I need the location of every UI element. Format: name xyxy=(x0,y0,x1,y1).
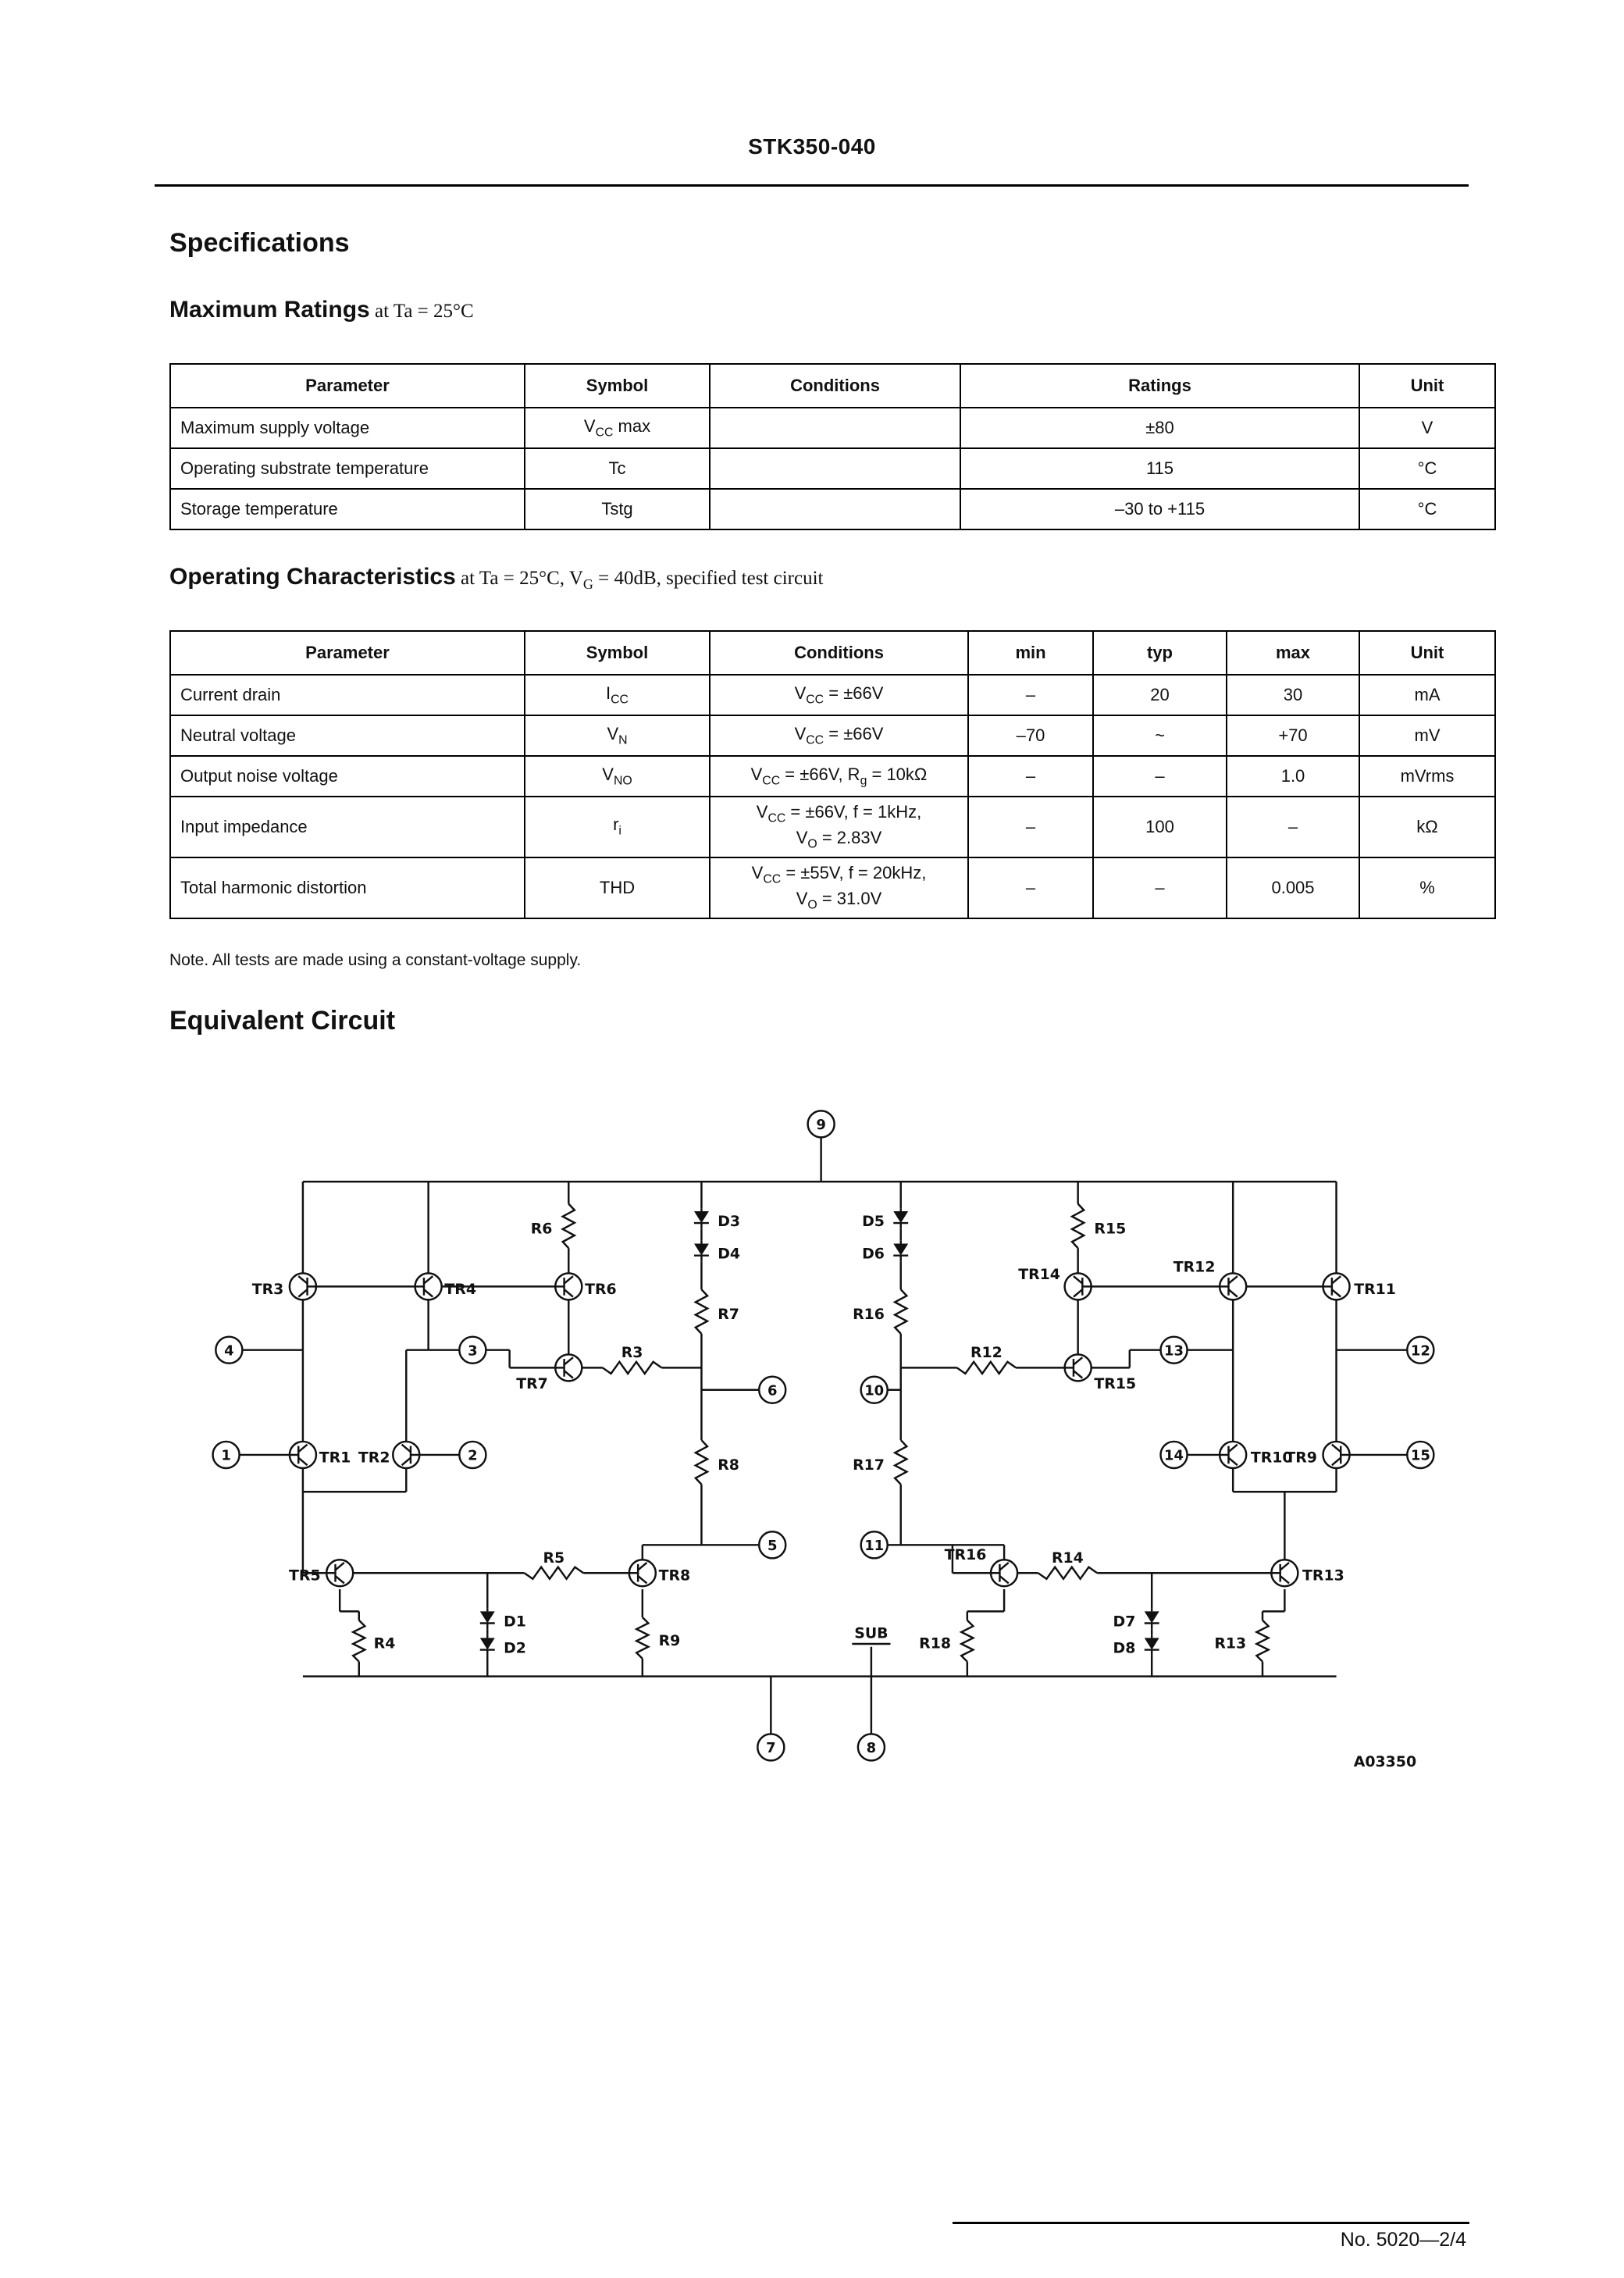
terminal-4 xyxy=(215,1337,242,1364)
operating-characteristics-title: Operating Characteristics xyxy=(169,564,456,590)
resistor-R5 xyxy=(525,1567,584,1579)
table-cell: 100 xyxy=(1093,797,1227,857)
resistor-label-R13: R13 xyxy=(1214,1635,1247,1652)
header-rule xyxy=(155,184,1469,187)
terminal-14 xyxy=(1161,1442,1188,1468)
table-row xyxy=(170,448,1495,489)
table-cell: 1.0 xyxy=(1227,756,1359,797)
resistor-R17 xyxy=(895,1440,906,1485)
resistor-R6 xyxy=(563,1204,575,1249)
transistor-label-TR12: TR12 xyxy=(1173,1258,1216,1276)
terminal-2 xyxy=(459,1442,486,1468)
resistor-label-R4: R4 xyxy=(373,1635,396,1652)
svg-text:9: 9 xyxy=(816,1117,826,1134)
resistor-label-R14: R14 xyxy=(1051,1549,1084,1567)
maximum-ratings-title: Maximum Ratings xyxy=(169,297,370,323)
diode-D2 xyxy=(480,1635,495,1656)
terminal-6 xyxy=(759,1377,785,1403)
transistor-label-TR6: TR6 xyxy=(585,1280,617,1298)
terminal-11 xyxy=(861,1531,888,1558)
resistor-label-R8: R8 xyxy=(718,1456,739,1474)
diode-D8 xyxy=(1145,1635,1159,1656)
table-row xyxy=(170,408,1495,448)
resistor-label-R16: R16 xyxy=(853,1305,885,1323)
transistor-label-TR3: TR3 xyxy=(251,1280,284,1298)
diode-D3 xyxy=(694,1208,709,1228)
resistor-label-R15: R15 xyxy=(1094,1220,1127,1238)
table-cell: –30 to +115 xyxy=(960,489,1359,529)
svg-text:14: 14 xyxy=(1164,1447,1184,1464)
diode-label-D4: D4 xyxy=(718,1245,741,1263)
table-cell: – xyxy=(1093,756,1227,797)
column-header: max xyxy=(1227,631,1359,675)
transistor-label-TR4: TR4 xyxy=(444,1280,477,1298)
diode-D6 xyxy=(893,1241,908,1261)
table-cell: $V_{CC}$ max xyxy=(525,408,710,448)
terminal-15 xyxy=(1407,1442,1433,1468)
svg-text:1: 1 xyxy=(221,1447,231,1464)
table-cell: – xyxy=(968,756,1093,797)
table-cell: mVrms xyxy=(1359,756,1495,797)
transistor-TR10 xyxy=(1220,1442,1246,1468)
column-header: Unit xyxy=(1359,364,1495,408)
svg-text:6: 6 xyxy=(767,1382,778,1399)
table-cell: ~ xyxy=(1093,715,1227,756)
table-header-row xyxy=(170,631,1495,675)
test-note: Note. All tests are made using a constant-voltage supply. xyxy=(169,951,582,969)
resistor-R4 xyxy=(353,1620,365,1662)
document-title: STK350-040 xyxy=(748,134,876,159)
table-cell: $V_N$ xyxy=(525,715,710,756)
transistor-TR3 xyxy=(290,1273,316,1299)
transistor-TR12 xyxy=(1220,1273,1246,1299)
diode-D1 xyxy=(480,1609,495,1629)
diode-label-D2: D2 xyxy=(504,1639,526,1657)
table-cell: $V_{CC} = \pm 55V$, f = 20kHz, $V_O = 31.0V$ xyxy=(710,857,968,918)
transistor-TR14 xyxy=(1065,1273,1092,1299)
svg-text:12: 12 xyxy=(1410,1342,1430,1360)
table-cell: Maximum supply voltage xyxy=(170,408,525,448)
diode-D4 xyxy=(694,1241,709,1261)
table-cell: – xyxy=(968,857,1093,918)
footer-rule xyxy=(953,2222,1469,2224)
section-title-equivalent-circuit: Equivalent Circuit xyxy=(169,1006,396,1036)
resistor-label-R3: R3 xyxy=(621,1344,643,1362)
equivalent-circuit-diagram xyxy=(207,1100,1506,1795)
terminal-10 xyxy=(861,1377,888,1403)
table-cell: – xyxy=(968,797,1093,857)
table-cell: $V_{CC} = \pm 66V$, f = 1kHz, $V_O = 2.83V$ xyxy=(710,797,968,857)
transistor-label-TR11: TR11 xyxy=(1354,1280,1396,1298)
transistor-TR5 xyxy=(326,1560,353,1586)
table-cell: Operating substrate temperature xyxy=(170,448,525,489)
resistor-label-R12: R12 xyxy=(970,1344,1003,1362)
table-row xyxy=(170,756,1495,797)
transistor-TR16 xyxy=(991,1560,1017,1586)
diode-label-D6: D6 xyxy=(862,1245,885,1263)
transistor-TR2 xyxy=(393,1442,419,1468)
table-cell: Output noise voltage xyxy=(170,756,525,797)
column-header: typ xyxy=(1093,631,1227,675)
resistor-R13 xyxy=(1256,1620,1268,1662)
terminal-7 xyxy=(757,1734,784,1760)
svg-text:15: 15 xyxy=(1410,1447,1430,1464)
resistor-label-R7: R7 xyxy=(718,1305,739,1323)
transistor-TR1 xyxy=(290,1442,316,1468)
resistor-R15 xyxy=(1072,1204,1084,1249)
svg-text:13: 13 xyxy=(1164,1342,1184,1360)
column-header: Symbol xyxy=(525,364,710,408)
table-cell xyxy=(710,408,960,448)
terminal-3 xyxy=(459,1337,486,1364)
diode-label-D8: D8 xyxy=(1113,1639,1136,1657)
resistor-label-R9: R9 xyxy=(658,1631,681,1649)
column-header: Unit xyxy=(1359,631,1495,675)
svg-text:10: 10 xyxy=(864,1382,885,1399)
table-cell xyxy=(710,448,960,489)
column-header: Parameter xyxy=(170,631,525,675)
column-header: Conditions xyxy=(710,631,968,675)
resistor-R9 xyxy=(636,1617,648,1659)
resistor-label-R18: R18 xyxy=(919,1635,952,1652)
operating-characteristics-table xyxy=(169,630,1496,919)
table-cell: Total harmonic distortion xyxy=(170,857,525,918)
terminal-1 xyxy=(213,1442,240,1468)
transistor-label-TR16: TR16 xyxy=(944,1546,987,1564)
svg-text:8: 8 xyxy=(866,1739,877,1756)
table-cell: $I_{CC}$ xyxy=(525,675,710,715)
diode-label-D7: D7 xyxy=(1113,1613,1136,1631)
table-cell: – xyxy=(968,675,1093,715)
table-cell: $r_i$ xyxy=(525,797,710,857)
transistor-label-TR13: TR13 xyxy=(1302,1567,1344,1585)
terminal-12 xyxy=(1407,1337,1433,1364)
table-row xyxy=(170,857,1495,918)
terminal-13 xyxy=(1161,1337,1188,1364)
diode-label-D1: D1 xyxy=(504,1613,526,1631)
table-cell: 20 xyxy=(1093,675,1227,715)
diode-D7 xyxy=(1145,1609,1159,1629)
diode-D5 xyxy=(893,1208,908,1228)
transistor-TR7 xyxy=(555,1354,582,1381)
table-cell: $V_{NO}$ xyxy=(525,756,710,797)
svg-text:5: 5 xyxy=(767,1537,778,1554)
table-row xyxy=(170,715,1495,756)
table-cell: Input impedance xyxy=(170,797,525,857)
svg-text:7: 7 xyxy=(766,1739,776,1756)
resistor-R14 xyxy=(1038,1567,1098,1579)
transistor-TR15 xyxy=(1065,1354,1092,1381)
resistor-R7 xyxy=(696,1289,707,1334)
svg-text:4: 4 xyxy=(224,1342,234,1360)
transistor-label-TR8: TR8 xyxy=(658,1567,691,1585)
table-cell: $V_{CC} = \pm 66V$ xyxy=(710,675,968,715)
table-cell: – xyxy=(1227,797,1359,857)
table-cell: Neutral voltage xyxy=(170,715,525,756)
resistor-label-R5: R5 xyxy=(543,1549,565,1567)
maximum-ratings-table xyxy=(169,363,1496,530)
svg-text:11: 11 xyxy=(864,1537,885,1554)
table-cell: – xyxy=(1093,857,1227,918)
diode-label-D3: D3 xyxy=(718,1212,741,1230)
column-header: Ratings xyxy=(960,364,1359,408)
table-cell: $V_{CC} = \pm 66V$, $R_g = 10k\Omega$ xyxy=(710,756,968,797)
column-header: Symbol xyxy=(525,631,710,675)
table-cell: +70 xyxy=(1227,715,1359,756)
table-row xyxy=(170,489,1495,529)
table-cell: –70 xyxy=(968,715,1093,756)
transistor-label-TR10: TR10 xyxy=(1250,1449,1293,1467)
drawing-code: A03350 xyxy=(1353,1752,1417,1770)
table-cell: Tc xyxy=(525,448,710,489)
transistor-label-TR5: TR5 xyxy=(289,1567,321,1585)
table-row xyxy=(170,675,1495,715)
table-cell xyxy=(710,489,960,529)
table-cell: mA xyxy=(1359,675,1495,715)
resistor-R18 xyxy=(961,1620,973,1662)
terminal-9 xyxy=(808,1110,835,1137)
resistor-R8 xyxy=(696,1440,707,1485)
resistor-label-R6: R6 xyxy=(530,1220,553,1238)
table-cell: ±80 xyxy=(960,408,1359,448)
terminal-8 xyxy=(858,1734,885,1760)
table-cell: 30 xyxy=(1227,675,1359,715)
column-header: Conditions xyxy=(710,364,960,408)
section-title-maximum-ratings xyxy=(169,297,474,323)
transistor-label-TR14: TR14 xyxy=(1018,1265,1060,1283)
table-cell: Storage temperature xyxy=(170,489,525,529)
table-row xyxy=(170,797,1495,857)
table-cell: THD xyxy=(525,857,710,918)
transistor-TR9 xyxy=(1323,1442,1350,1468)
transistor-TR11 xyxy=(1323,1273,1350,1299)
page-number: No. 5020—2/4 xyxy=(1340,2229,1466,2251)
svg-text:2: 2 xyxy=(468,1447,478,1464)
transistor-label-TR1: TR1 xyxy=(319,1449,351,1467)
operating-characteristics-subtitle: at Ta = 25°C, $V_G = 40dB$, specified test circuit xyxy=(455,568,824,592)
svg-text:3: 3 xyxy=(468,1342,478,1360)
table-cell: 115 xyxy=(960,448,1359,489)
transistor-label-TR2: TR2 xyxy=(358,1449,390,1467)
transistor-TR6 xyxy=(555,1273,582,1299)
transistor-label-TR9: TR9 xyxy=(1285,1449,1317,1467)
resistor-R3 xyxy=(603,1362,662,1374)
table-cell: Current drain xyxy=(170,675,525,715)
table-cell: mV xyxy=(1359,715,1495,756)
section-title-operating-characteristics xyxy=(169,564,823,593)
table-cell: °C xyxy=(1359,489,1495,529)
transistor-label-TR15: TR15 xyxy=(1094,1374,1137,1392)
table-cell: % xyxy=(1359,857,1495,918)
terminal-5 xyxy=(759,1531,785,1558)
table-cell: $V_{CC} = \pm 66V$ xyxy=(710,715,968,756)
resistor-R16 xyxy=(895,1289,906,1334)
transistor-TR8 xyxy=(629,1560,656,1586)
maximum-ratings-subtitle: at Ta = 25°C xyxy=(369,301,474,322)
table-header-row xyxy=(170,364,1495,408)
transistor-TR13 xyxy=(1271,1560,1298,1586)
section-title-specifications: Specifications xyxy=(169,228,350,258)
column-header: Parameter xyxy=(170,364,525,408)
transistor-label-TR7: TR7 xyxy=(516,1374,548,1392)
table-cell: Tstg xyxy=(525,489,710,529)
diode-label-D5: D5 xyxy=(862,1212,885,1230)
resistor-R12 xyxy=(957,1362,1017,1374)
transistor-TR4 xyxy=(415,1273,442,1299)
table-cell: V xyxy=(1359,408,1495,448)
table-cell: °C xyxy=(1359,448,1495,489)
resistor-label-R17: R17 xyxy=(853,1456,885,1474)
sub-terminal-label: SUB xyxy=(854,1624,889,1642)
table-cell: 0.005 xyxy=(1227,857,1359,918)
table-cell: kΩ xyxy=(1359,797,1495,857)
column-header: min xyxy=(968,631,1093,675)
